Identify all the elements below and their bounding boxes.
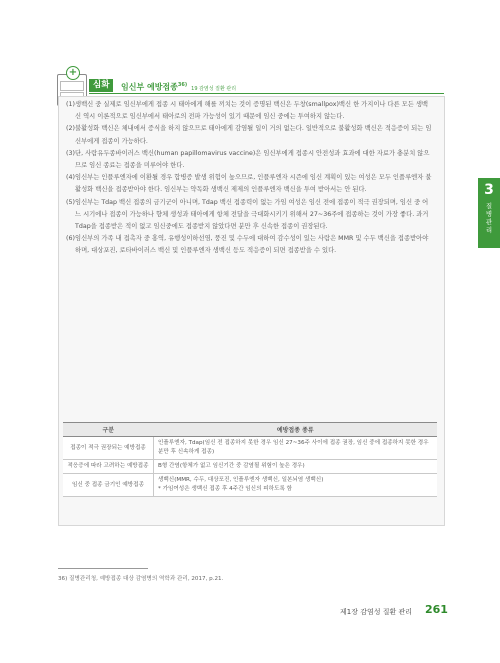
- section-badge: 심화: [89, 79, 113, 92]
- category-cell: 접종이 적극 권장되는 예방접종: [63, 437, 154, 460]
- list-item: (5) 임신부는 Tdap 백신 접종의 금기군이 아니며, Tdap 백신 접종력이 없는 가임 여성은 임신 전에 접종이 적극 권장되며, 임신 중 어느 시기에나 접종이 가능하나 향체 생성과 태아에게 항체 전달을 극대화시키기 위해서 27~36주에 접종하는 것이 가장 좋다. 과거 Tdap을 접종받은 적이 없고 임신중에도 접종받지 않았다면 분만 후 신속한 접종이 권장된다.: [66, 198, 429, 231]
- chapter-side-tab[interactable]: [478, 178, 500, 248]
- chapter-tab-label: 질병 관리: [485, 202, 493, 234]
- footnote: 36) 질병관리청, 예방접종 대상 감염병의 역학과 관리, 2017, p.21.: [58, 576, 224, 582]
- column-header: 예방접종 종류: [154, 423, 438, 437]
- vaccination-table: [63, 422, 437, 497]
- vaccine-cell: 생백신(MMR, 수두, 대상포진, 인플루엔자 생백신, 일본뇌염 생백신) * 가임여성은 생백신 접종 후 4주간 임신의 피하도록 함: [154, 474, 438, 497]
- category-cell: 적응증에 따라 고려하는 예방접종: [63, 460, 154, 474]
- section-title: [121, 79, 236, 96]
- section-header: [89, 79, 444, 94]
- list-item: (2) 불활성화 백신은 체내에서 증식을 하지 않으므로 태아에게 감염될 일이 거의 없는다. 일반적으로 불활성화 백신은 적응증이 되는 임신부에게 접종이 가능하다.: [66, 125, 432, 145]
- vaccine-cell: B형 간염(항체가 없고 임신기간 중 감염될 위험이 높은 경우): [154, 460, 438, 474]
- section-title-text: 임신부 예방접종: [121, 82, 178, 92]
- item-list: [66, 99, 434, 258]
- table-header-row: [63, 423, 437, 437]
- list-item: (1) 생백신 중 실제로 임신부에게 접종 시 태아에게 해를 끼치는 것이 증명된 백신은 두창(smallpox)백신 한 가지이나 다른 모든 생백신 역시 이론적으로 임신부에서 태아로의 전파 가능성이 있기 때문에 임신 중에는 투여하지 않는다.: [66, 101, 428, 121]
- plus-icon: +: [66, 66, 80, 80]
- vaccine-cell: 인플루엔자, Tdap(임신 전 접종하지 못한 경우 임신 27~36주 사이에 접종 권장, 임신 중에 접종하지 못한 경우 분만 후 신속하게 접종): [154, 437, 438, 460]
- page-number: 261: [425, 603, 448, 616]
- list-item: (3) 단, 사람유두종바이러스 백신(human papillomavirus vaccine)은 임신부에게 접종시 안전성과 효과에 대한 자료가 충분치 않으므로 임신 종료는 접종을 미루어야 한다.: [66, 149, 430, 170]
- running-footer: 제1장 감염성 질환 관리: [340, 608, 412, 616]
- table-row: [63, 474, 437, 497]
- table-row: [63, 437, 437, 460]
- category-cell: 임신 중 접종 금기인 예방접종: [63, 474, 154, 497]
- section-subtitle: 19 감염성 질환 관리: [191, 85, 237, 92]
- footnote-ref: 36): [177, 82, 188, 88]
- list-item: (6) 임신부의 가족 내 접촉자 중 홍역, 유행성이하선염, 풍진 및 수두에 대하여 감수성이 있는 사람은 MMR 및 수두 백신을 접종받아야 하며, 대상포진, 로타바이러스 백신 및 인플루엔자 생백신 등도 적응증이 되면 접종받을 수 있다.: [66, 235, 429, 255]
- chapter-number: 3: [484, 182, 494, 198]
- footnote-rule: [58, 568, 148, 569]
- table-row: [63, 460, 437, 474]
- list-item: (4) 임신부는 인플루엔자에 이환될 경우 합병증 발생 위험이 높으므로, 인플루엔자 시즌에 임신 계획이 있는 여성은 모두 인플루엔자 불활성화 백신을 접종받아야 한다. 임신부는 약독화 생백신 제제의 인플루엔자 백신을 투여 받아서는 안 된다.: [66, 174, 432, 194]
- column-header: 구분: [63, 423, 154, 437]
